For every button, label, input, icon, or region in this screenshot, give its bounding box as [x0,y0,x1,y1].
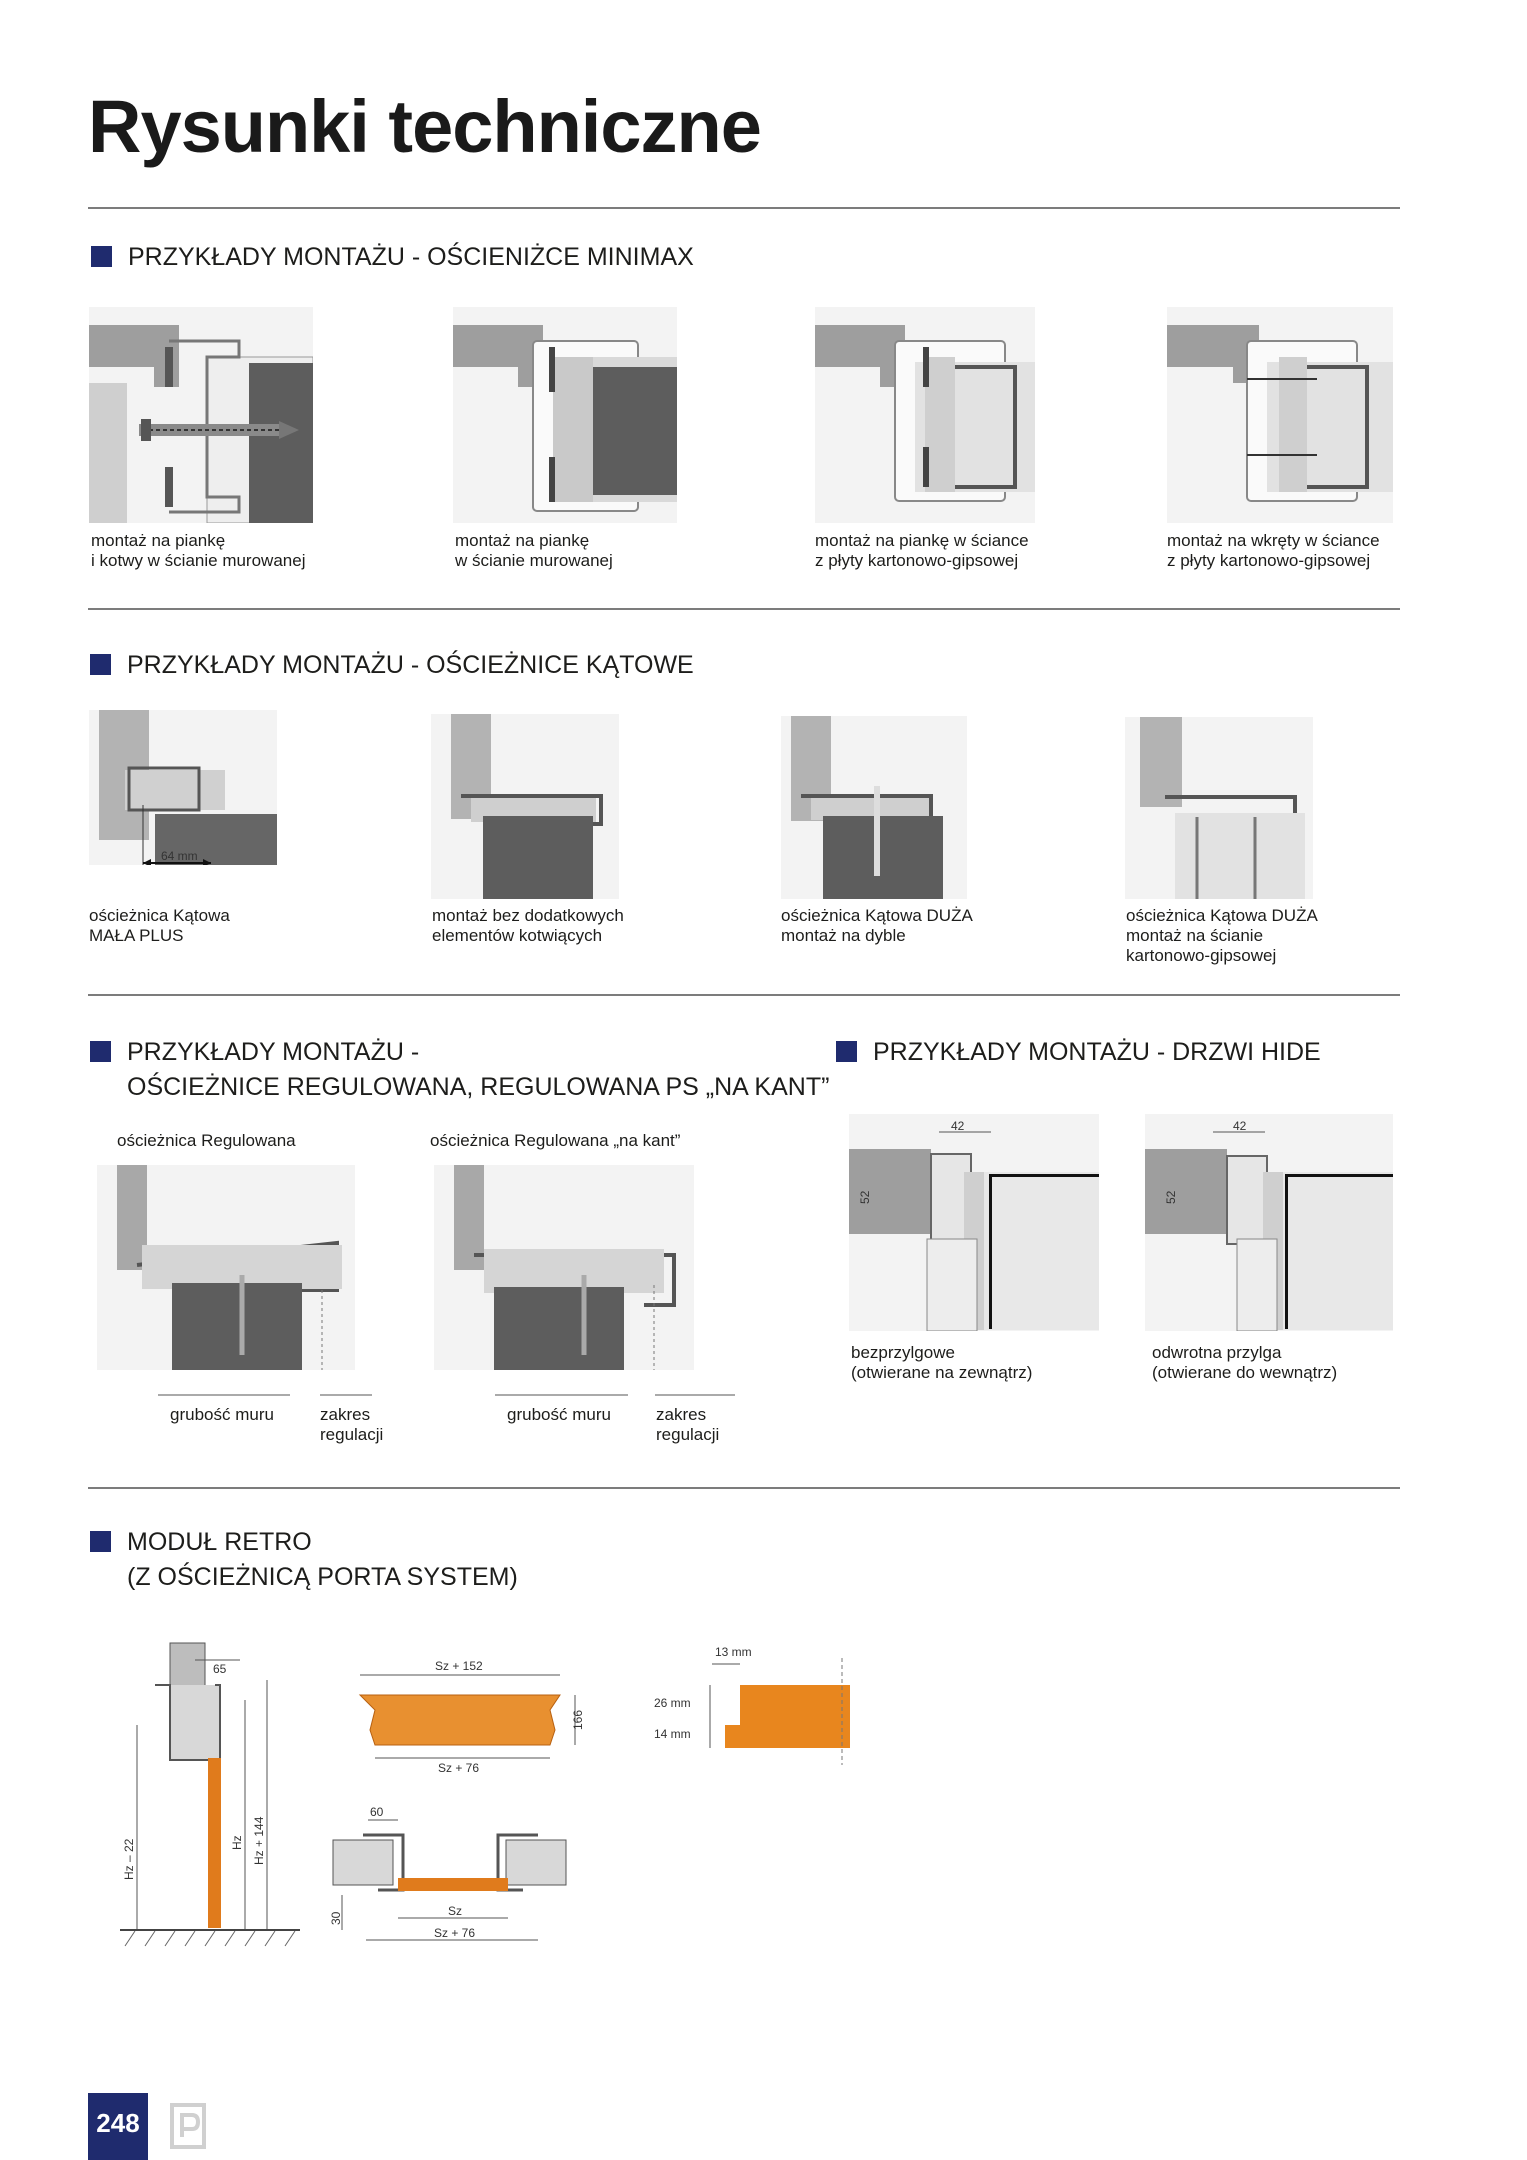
adjustment-range-label-1 [320,1405,383,1445]
dimension-label: 52 [1164,1190,1178,1204]
label-line: zakres [320,1405,371,1424]
section-heading-text: PRZYKŁADY MONTAŻU - OŚCIENIŻCE MINIMAX [128,243,694,271]
dimension-label: Sz + 76 [438,1761,480,1775]
caption-line: ościeżnica Kątowa [89,906,230,925]
minimax-caption-1 [91,531,305,571]
caption-line: montaż na wkręty w ściance [1167,531,1380,550]
katowe-caption-4 [1126,906,1318,966]
katowe-caption-1 [89,906,230,946]
section-bullet [90,654,111,675]
section-bullet [90,1531,111,1552]
regulowana-subtitle-1: ościeżnica Regulowana [117,1131,296,1150]
dimension-label: Hz – 22 [122,1838,136,1880]
caption-line: i kotwy w ścianie murowanej [91,551,306,570]
section-heading-text: PRZYKŁADY MONTAŻU - OŚCIEŻNICE KĄTOWE [127,651,694,679]
dimension-label: 30 [329,1911,343,1925]
caption-line: montaż bez dodatkowych [432,906,624,925]
section-bullet [90,1041,111,1062]
retro-lintel-profile [350,1650,600,1780]
page-title: Rysunki techniczne [88,85,761,168]
divider [88,207,1400,209]
caption-line: elementów kotwiących [432,926,603,945]
minimax-figure-2 [453,307,677,523]
dimension-label: 13 mm [715,1645,752,1659]
section-heading-regulowana [127,1035,829,1105]
katowe-figure-2 [431,714,619,899]
retro-rebate-detail [650,1640,860,1770]
section-heading-minimax [128,240,694,275]
divider [88,1487,1400,1489]
page-number: 248 [88,2093,148,2160]
caption-line: MAŁA PLUS [89,926,184,945]
dimension-label: Sz + 76 [434,1926,476,1940]
dimension-label: 42 [951,1119,965,1133]
section-heading-text: PRZYKŁADY MONTAŻU - [127,1038,420,1066]
caption-line: montaż na piankę [455,531,590,550]
section-heading-text: OŚCIEŻNICE REGULOWANA, REGULOWANA PS „NA KANT” [127,1073,830,1101]
section-heading-retro [127,1525,518,1595]
caption-line: ościeżnica Kątowa DUŻA [781,906,973,925]
minimax-figure-4 [1167,307,1393,523]
minimax-figure-3 [815,307,1035,523]
section-bullet [836,1041,857,1062]
divider [88,608,1400,610]
dimension-label: Hz [230,1835,244,1850]
section-heading-text: (Z OŚCIEŻNICĄ PORTA SYSTEM) [127,1563,518,1591]
dimension-label: 60 [370,1805,384,1819]
minimax-caption-3 [815,531,1029,571]
dimension-label: 42 [1233,1119,1247,1133]
katowe-figure-3 [781,716,967,899]
section-heading-katowe [127,648,694,683]
retro-vertical-section [115,1640,305,1960]
dimension-label: 52 [858,1190,872,1204]
section-heading-text: MODUŁ RETRO [127,1528,312,1556]
section-heading-hide [873,1035,1321,1070]
minimax-caption-4 [1167,531,1380,571]
regulowana-dimension-lines [150,1385,750,1405]
caption-line: (otwierane na zewnątrz) [851,1363,1033,1382]
caption-line: kartonowo-gipsowej [1126,946,1277,965]
dimension-label: 26 mm [654,1696,691,1710]
hide-figure-2 [1145,1114,1393,1331]
dimension-label: Sz [448,1904,463,1918]
caption-line: montaż na piankę w ściance [815,531,1029,550]
label-line: regulacji [656,1425,720,1444]
brand-logo-icon [170,2103,206,2149]
hide-caption-1 [851,1343,1032,1383]
regulowana-figure-2 [434,1165,694,1370]
label-line: zakres [656,1405,707,1424]
hide-figure-1 [849,1114,1099,1331]
adjustment-range-label-2 [656,1405,719,1445]
caption-line: odwrotna przylga [1152,1343,1282,1362]
hide-caption-2 [1152,1343,1337,1383]
caption-line: montaż na ścianie [1126,926,1264,945]
katowe-figure-4 [1125,717,1313,899]
dimension-label: Sz + 152 [435,1659,483,1673]
caption-line: w ścianie murowanej [455,551,613,570]
caption-line: montaż na dyble [781,926,906,945]
minimax-figure-1 [89,307,313,523]
katowe-caption-3 [781,906,973,946]
caption-line: (otwierane do wewnątrz) [1152,1363,1338,1382]
caption-line: montaż na piankę [91,531,226,550]
retro-horizontal-section [328,1800,588,1960]
katowe-figure-1 [89,710,277,865]
label-line: regulacji [320,1425,384,1444]
regulowana-subtitle-2: ościeżnica Regulowana „na kant” [430,1131,681,1150]
minimax-caption-2 [455,531,613,571]
dimension-label: 14 mm [654,1727,691,1741]
caption-line: z płyty kartonowo-gipsowej [1167,551,1371,570]
section-heading-text: PRZYKŁADY MONTAŻU - DRZWI HIDE [873,1038,1321,1066]
wall-thickness-label-2: grubość muru [507,1405,611,1424]
divider [88,994,1400,996]
dimension-label: Hz + 144 [252,1816,266,1865]
regulowana-figure-1 [97,1165,355,1370]
caption-line: ościeżnica Kątowa DUŻA [1126,906,1318,925]
section-bullet [91,246,112,267]
wall-thickness-label-1: grubość muru [170,1405,274,1424]
caption-line: bezprzylgowe [851,1343,955,1362]
katowe-caption-2 [432,906,624,946]
dimension-label: 64 mm [161,849,198,863]
caption-line: z płyty kartonowo-gipsowej [815,551,1019,570]
dimension-label: 166 [571,1709,585,1730]
dimension-label: 65 [213,1662,227,1676]
